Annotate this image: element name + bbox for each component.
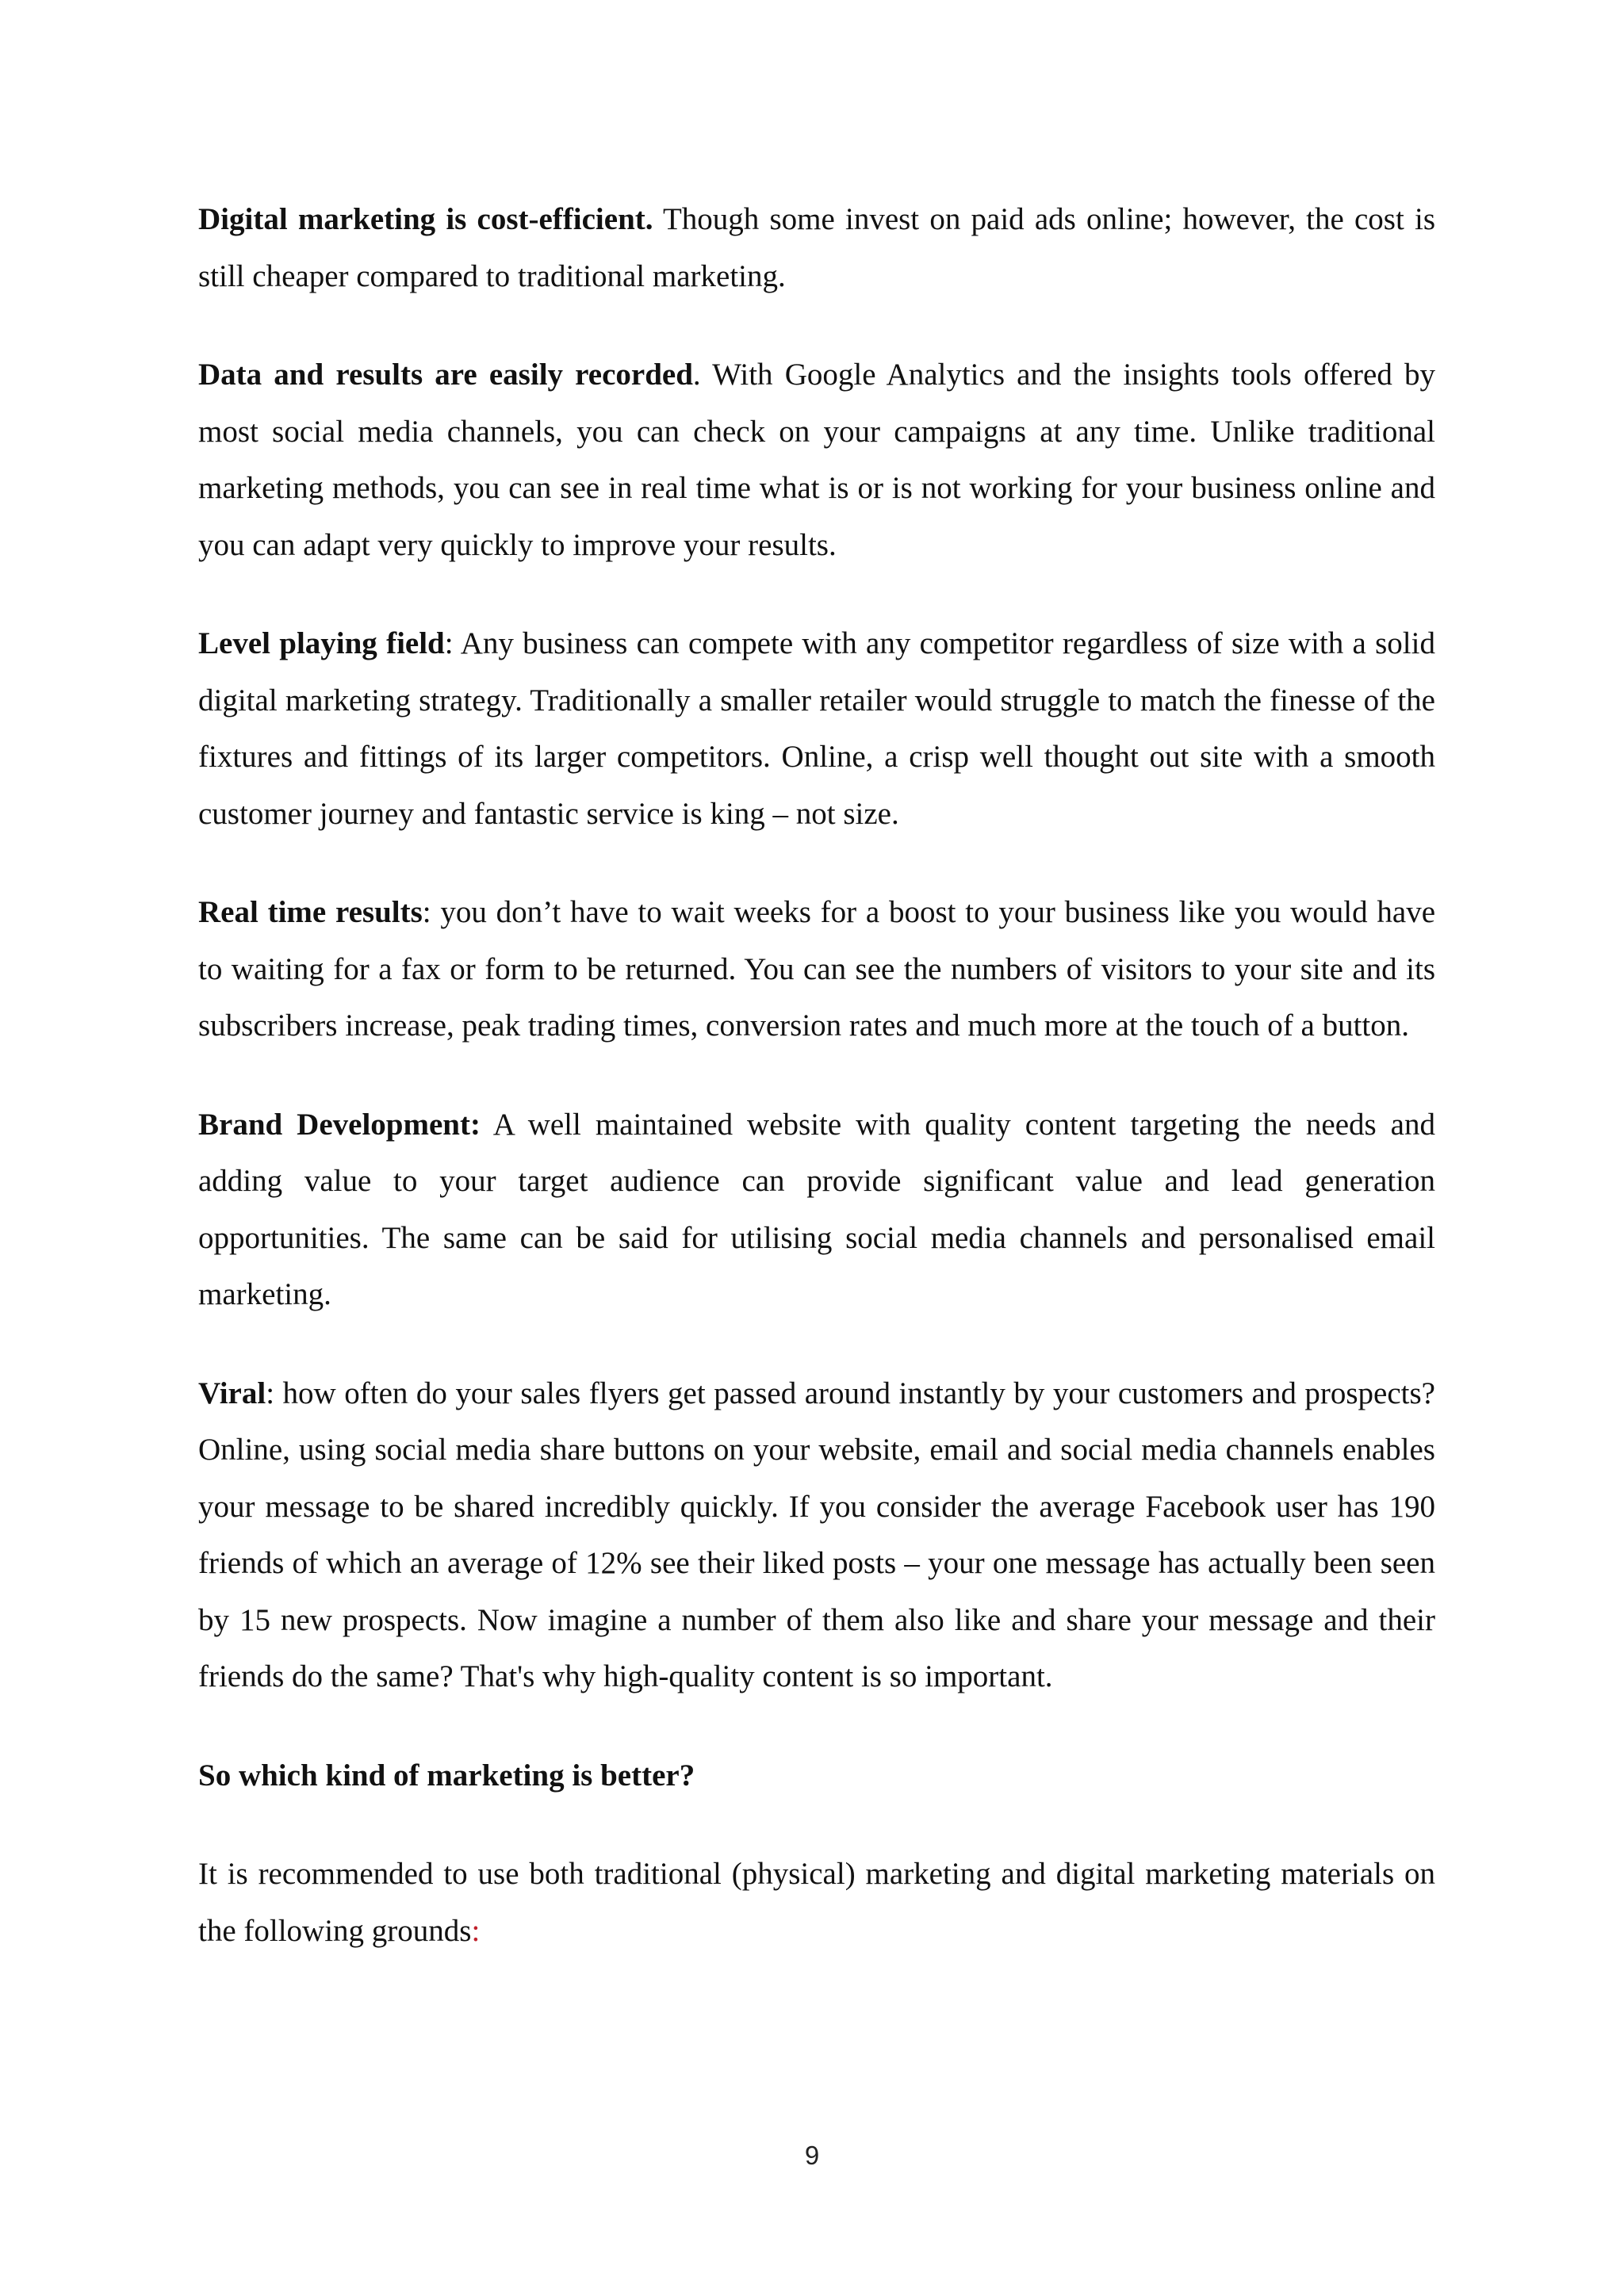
closing-colon: :: [471, 1913, 481, 1948]
paragraph-real-time-results: [198, 884, 1435, 1054]
section-heading: So which kind of marketing is better?: [198, 1758, 695, 1793]
paragraph-text: Though some invest on paid ads online; however, the cost is still cheaper compared to traditional marketing.: [198, 202, 1435, 293]
paragraph-cost-efficient: [198, 191, 1435, 304]
closing-text: It is recommended to use both traditional (physical) marketing and digital marketing materials on the following grounds: [198, 1857, 1435, 1948]
paragraph-lead: Digital marketing is cost-efficient.: [198, 202, 653, 236]
paragraph-text: . With Google Analytics and the insights tools offered by most social media channels, you can check on your campaigns at any time. Unlike traditional marketing methods, you can see in real time what is or is not working for your business online and you can adapt very quickly to improve your results.: [198, 358, 1435, 562]
paragraph-text: : Any business can compete with any competitor regardless of size with a solid digital marketing strategy. Traditionally a smaller retailer would struggle to match the finesse of the fixtures and fittings of its larger competitors. Online, a crisp well thought out site with a smooth customer journey and fantastic service is king – not size.: [198, 626, 1435, 831]
page-body: [198, 191, 1435, 2001]
paragraph-lead: Data and results are easily recorded: [198, 358, 693, 392]
paragraph-data-results: [198, 346, 1435, 573]
paragraph-text: : you don’t have to wait weeks for a boost to your business like you would have to waiting for a fax or form to be returned. You can see the numbers of visitors to your site and its subscribers increase, peak trading times, conversion rates and much more at the touch of a button.: [198, 895, 1436, 1043]
paragraph-text: : how often do your sales flyers get passed around instantly by your customers and prospects? Online, using social media share buttons on your website, email and social media channels enables your message to be shared incredibly quickly. If you consider the average Facebook user has 190 friends of which an average of 12% see their liked posts – your one message has actually been seen by 15 new prospects. Now imagine a number of them also like and share your message and their friends do the same? That's why high-quality content is so important.: [198, 1376, 1435, 1693]
paragraph-closing: [198, 1846, 1435, 1959]
paragraph-level-playing-field: [198, 615, 1435, 842]
paragraph-lead: Level playing field: [198, 626, 445, 660]
paragraph-lead: Brand Development:: [198, 1107, 481, 1142]
paragraph-viral: [198, 1365, 1435, 1705]
paragraph-text: A well maintained website with quality content targeting the needs and adding value to your target audience can provide significant value and lead generation opportunities. The same can be said for utilising social media channels and personalised email marketing.: [198, 1107, 1435, 1311]
paragraph-brand-development: [198, 1096, 1435, 1323]
page-number: 9: [804, 2141, 820, 2170]
paragraph-lead: Viral: [198, 1376, 266, 1410]
paragraph-lead: Real time results: [198, 895, 423, 929]
